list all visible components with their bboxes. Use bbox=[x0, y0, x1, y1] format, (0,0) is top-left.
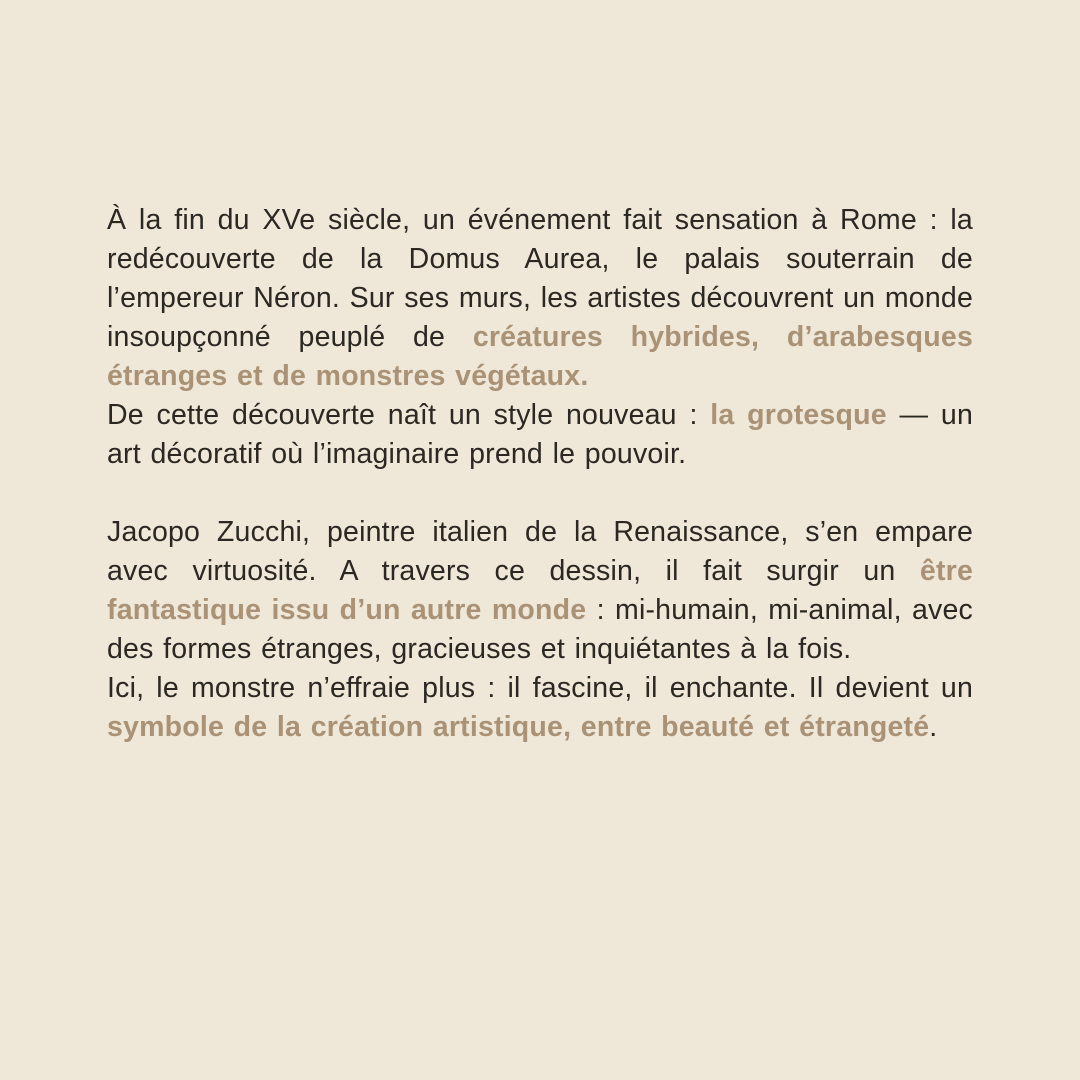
body-text: Jacopo Zucchi, peintre italien de la Renaissance, s’en empare avec virtuosité. A travers ce dessin, il fait surgir un bbox=[107, 516, 973, 587]
paragraph-discovery bbox=[107, 201, 973, 396]
highlighted-phrase: la grotesque bbox=[710, 399, 887, 431]
highlighted-phrase: créatures hybrides, d’arabesques étranges et de monstres végétaux. bbox=[107, 321, 973, 392]
body-text: Ici, le monstre n’effraie plus : il fascine, il enchante. Il devient un bbox=[107, 672, 973, 704]
paragraph-grotesque-style bbox=[107, 396, 973, 474]
paragraph-jacopo-zucchi bbox=[107, 513, 973, 669]
article-text-block bbox=[107, 201, 973, 747]
highlighted-phrase: être fantastique issu d’un autre monde bbox=[107, 555, 973, 626]
body-text: — un art décoratif où l’imaginaire prend le pouvoir. bbox=[107, 399, 974, 470]
body-text: . bbox=[929, 711, 938, 743]
body-text: : mi-humain, mi-animal, avec des formes étranges, gracieuses et inquiétantes à la fois. bbox=[107, 594, 973, 665]
body-text: À la fin du XVe siècle, un événement fait sensation à Rome : la redécouverte de la Domus Aurea, le palais souterrain de l’empereur Néron. Sur ses murs, les artistes découvrent un monde insoupçonné peuplé de bbox=[107, 204, 973, 353]
body-text: De cette découverte naît un style nouveau : bbox=[107, 399, 711, 431]
highlighted-phrase: symbole de la création artistique, entre beauté et étrangeté bbox=[107, 711, 930, 743]
paragraph-monster-symbol bbox=[107, 669, 973, 747]
